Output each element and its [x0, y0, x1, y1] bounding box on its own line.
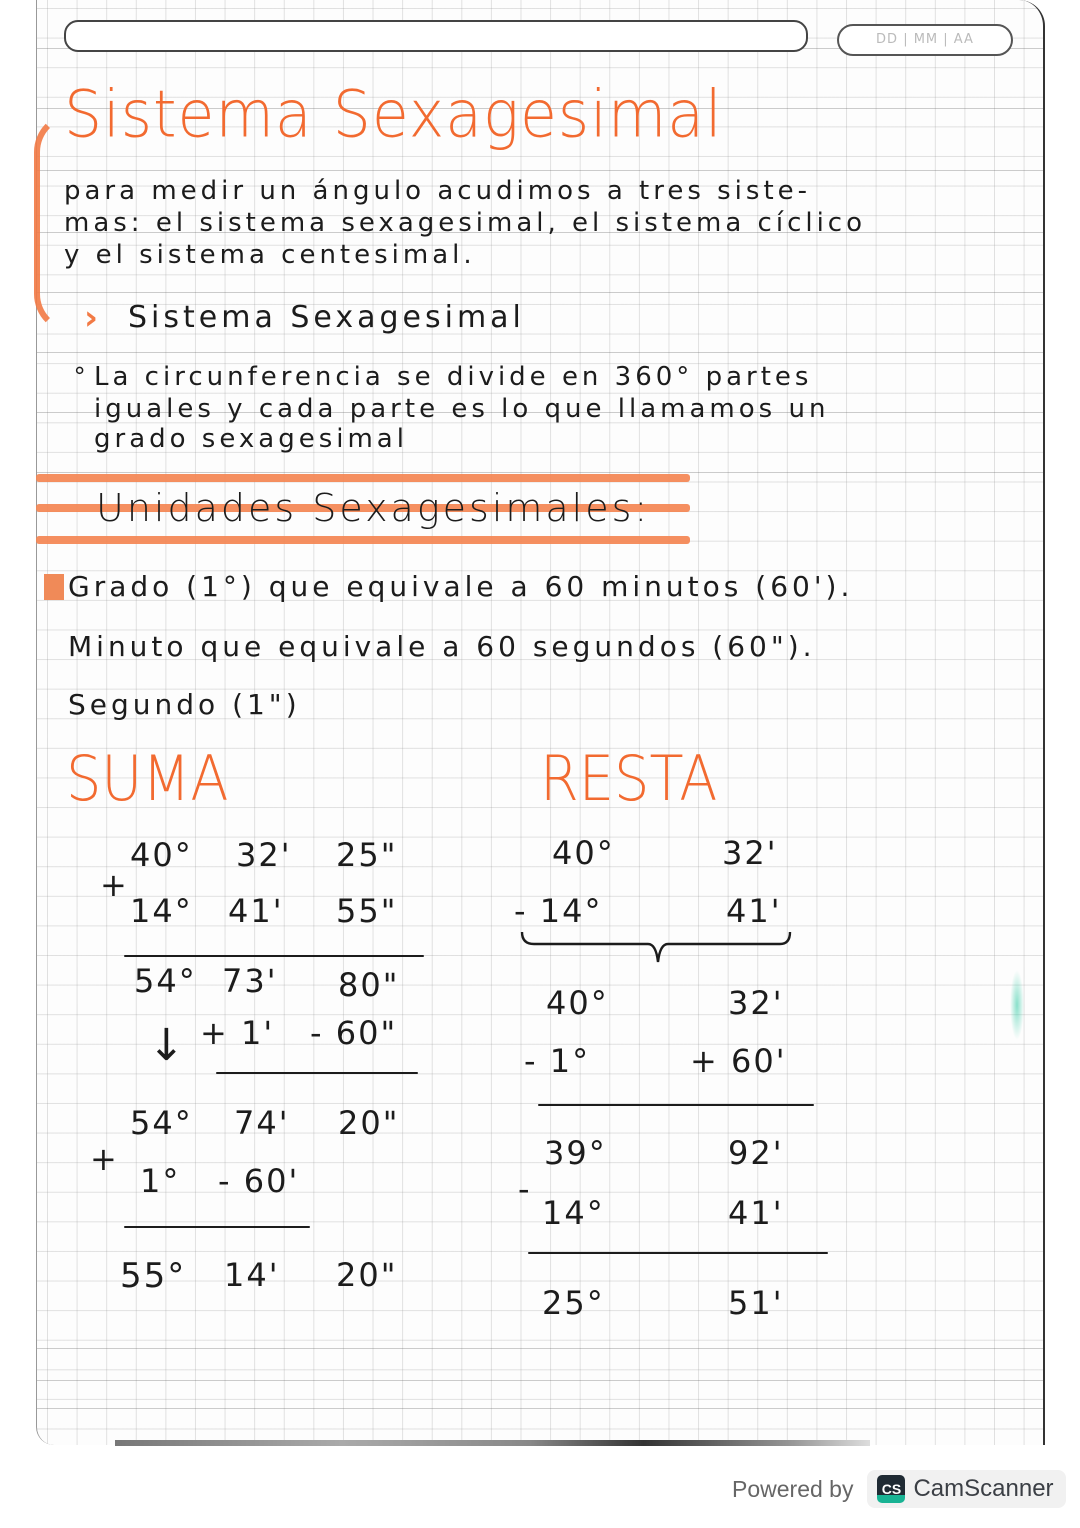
minus-sign: - [518, 1170, 532, 1208]
camscanner-watermark [732, 1467, 1066, 1511]
suma-result-min: 14' [224, 1256, 280, 1294]
sum-rule [124, 955, 424, 957]
resta-base-deg: 40° [546, 984, 609, 1022]
suma-result-sec: 20" [336, 1256, 398, 1294]
title-field [64, 20, 808, 52]
resta-rule-1 [538, 1104, 814, 1106]
highlight-line [36, 474, 690, 482]
bullet-icon: ∘ [72, 356, 90, 384]
suma-carry-sec: - 60" [310, 1014, 398, 1052]
resta-sub-min: 41' [728, 1194, 784, 1232]
suma-carry2-min: - 60' [218, 1162, 300, 1200]
resta-sub-deg: 14° [542, 1194, 605, 1232]
suma-title: SUMA [66, 742, 229, 815]
units-heading: Unidades Sexagesimales: [96, 486, 651, 530]
suma-row2-deg: 14° [130, 892, 193, 930]
down-arrow-icon: ↓ [148, 1020, 187, 1071]
date-field: DD | MM | AA [837, 24, 1013, 56]
powered-by-label: Powered by [732, 1475, 854, 1502]
suma-result-deg: 55° [120, 1256, 187, 1296]
ink-smudge [1010, 970, 1024, 1040]
plus-sign-2: + [90, 1140, 119, 1178]
square-bullet-icon [44, 574, 64, 600]
unit-minute: Minuto que equivale a 60 segundos (60"). [68, 630, 816, 663]
suma-row2-sec: 55" [336, 892, 398, 930]
suma-row2-min: 41' [228, 892, 284, 930]
unit-degree: Grado (1°) que equivale a 60 minutos (60'). [68, 570, 854, 603]
resta-borrow-min: + 60' [690, 1042, 787, 1080]
resta-result-min: 51' [728, 1284, 784, 1322]
definition-line-3: grado sexagesimal [94, 424, 408, 454]
suma-partial-deg: 54° [134, 962, 197, 1000]
intro-line-1: para medir un ángulo acudimos a tres siste- [64, 176, 812, 206]
resta-adjusted-min: 92' [728, 1134, 784, 1172]
resta-adjusted-deg: 39° [544, 1134, 607, 1172]
arrow-right-icon: › [84, 298, 99, 338]
suma-row1-min: 32' [236, 836, 292, 874]
page-title: Sistema Sexagesimal [64, 77, 723, 153]
brace-icon [518, 928, 794, 968]
suma-step2-min: 74' [234, 1104, 290, 1142]
suma-partial-min: 73' [222, 962, 278, 1000]
resta-borrow-deg: - 1° [524, 1042, 591, 1080]
definition-line-1: La circunferencia se divide en 360° partes [94, 362, 813, 392]
unit-second: Segundo (1") [68, 688, 301, 721]
plus-sign: + [100, 866, 129, 904]
suma-row1-sec: 25" [336, 836, 398, 874]
resta-rule-2 [528, 1252, 828, 1254]
suma-carry-min: + 1' [200, 1014, 275, 1052]
suma-partial-sec: 80" [338, 966, 400, 1004]
camscanner-badge[interactable] [867, 1470, 1065, 1508]
intro-line-2: mas: el sistema sexagesimal, el sistema cíclico [64, 208, 867, 238]
suma-step2-sec: 20" [338, 1104, 400, 1142]
resta-row1-deg: 40° [552, 834, 615, 872]
suma-step2-deg: 54° [130, 1104, 193, 1142]
scan-edge [115, 1440, 870, 1446]
resta-result-deg: 25° [542, 1284, 605, 1322]
camscanner-brand: CamScanner [913, 1475, 1054, 1502]
resta-title: RESTA [540, 742, 718, 815]
suma-row1-deg: 40° [130, 836, 193, 874]
resta-row2-min: 41' [726, 892, 782, 930]
camscanner-logo-icon: CS [877, 1475, 905, 1503]
carry-rule [216, 1072, 418, 1074]
suma-carry2-deg: 1° [140, 1162, 181, 1200]
subheading: Sistema Sexagesimal [128, 300, 525, 335]
resta-base-min: 32' [728, 984, 784, 1022]
resta-row2-deg: - 14° [514, 892, 603, 930]
resta-row1-min: 32' [722, 834, 778, 872]
intro-line-3: y el sistema centesimal. [64, 240, 476, 270]
definition-line-2: iguales y cada parte es lo que llamamos un [94, 394, 830, 424]
sum-rule-2 [124, 1226, 310, 1228]
highlight-line [36, 536, 690, 544]
